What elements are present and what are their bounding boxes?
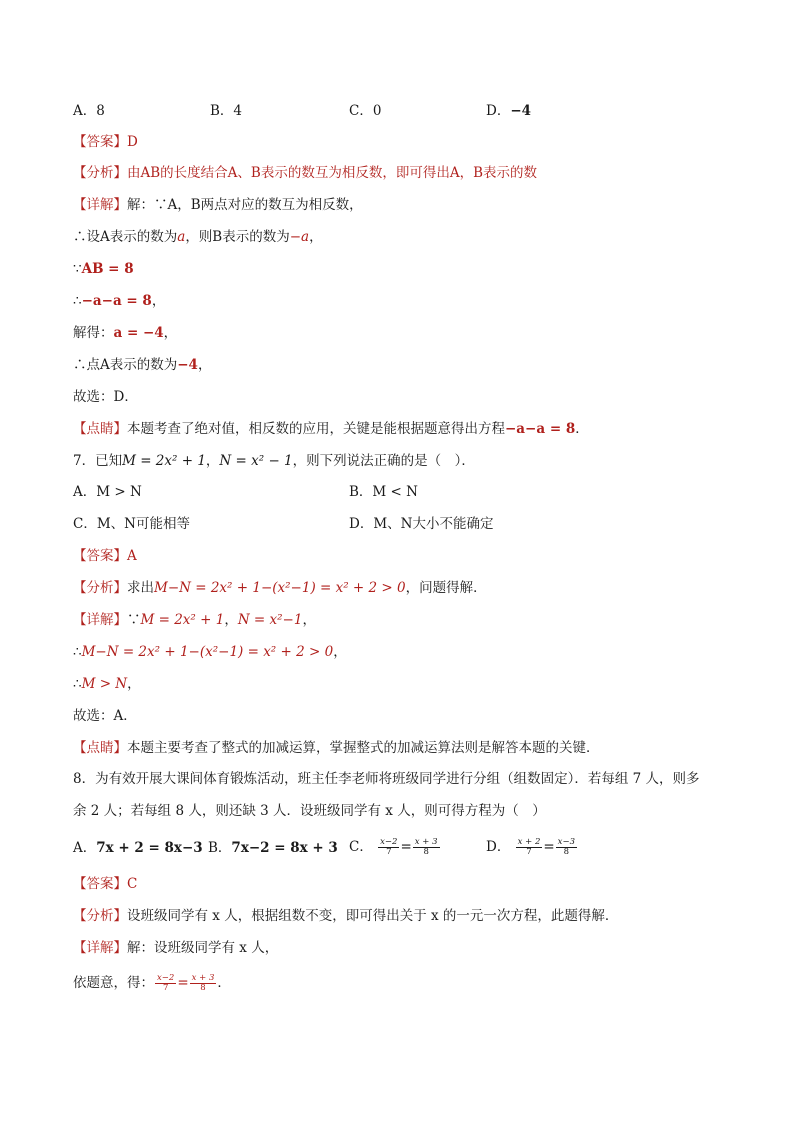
q6-detail-2-math1: a (177, 229, 186, 245)
q8-option-c (349, 832, 441, 862)
q7-detail-1-c: ， (302, 612, 316, 628)
q8-option-c-label: C． (349, 839, 373, 855)
q7-stem-a: 7．已知 (73, 453, 123, 469)
q8-detail-1 (73, 937, 278, 959)
q7-analysis-b: ，问题得解． (405, 580, 487, 596)
q7-analysis-a: 求出 (127, 580, 154, 596)
q6-detail-3-math: AB = 8 (81, 261, 134, 277)
q8-option-b-math: 7x−2 = 8x + 3 (231, 840, 338, 856)
q6-option-a: A．8 (73, 103, 105, 119)
q7-comment-text: 本题主要考查了整式的加减运算，掌握整式的加减运算法则是解答本题的关键． (127, 740, 600, 756)
q8-detail-2-den2: 8 (200, 983, 206, 993)
q8-detail-2-frac1 (155, 974, 176, 993)
q8-answer-tag: 【答案】 (73, 876, 127, 892)
q6-option-c: C．0 (349, 103, 382, 119)
q6-detail-4-b: ， (151, 293, 166, 309)
q6-option-d-value: −4 (510, 103, 532, 119)
q7-detail-2 (73, 641, 347, 663)
q8-option-d-frac1 (516, 838, 543, 857)
q6-detail-2 (73, 226, 323, 248)
q8-detail-2-num2: x + 3 (191, 973, 215, 983)
q6-comment-tag: 【点睛】 (73, 421, 127, 437)
q6-detail-5-math: a = −4 (113, 325, 164, 341)
q6-detail-3 (73, 258, 134, 280)
q8-option-c-den2: 8 (423, 847, 429, 857)
q7-detail-1-a: ∵ (127, 612, 141, 628)
q6-detail-6 (73, 354, 211, 376)
q6-detail-2-b: ，则B表示的数为 (185, 229, 290, 245)
q6-detail-4-math: −a−a = 8 (81, 293, 152, 309)
q6-analysis-tag: 【分析】 (73, 165, 127, 181)
q8-option-c-eq: = (400, 839, 412, 855)
q6-detail-6-a: ∴点A表示的数为 (73, 357, 178, 373)
q7-detail-tag: 【详解】 (73, 612, 127, 628)
q8-analysis (73, 905, 618, 927)
q8-option-d-frac2 (556, 838, 577, 857)
q7-answer-tag: 【答案】 (73, 548, 127, 564)
q7-detail-1-math2: N = x²−1 (237, 612, 303, 628)
q8-detail-2-frac2 (190, 974, 217, 993)
q6-comment-b: ． (575, 421, 589, 437)
q8-answer-value: C (127, 876, 138, 892)
q8-detail-2-eq: = (177, 975, 189, 991)
q7-detail-1-b: ， (224, 612, 238, 628)
q6-answer-tag: 【答案】 (73, 134, 127, 150)
q8-detail-1-text: 解：设班级同学有 x 人， (127, 940, 279, 956)
q8-option-d-den2: 8 (563, 847, 570, 857)
q7-comment-tag: 【点睛】 (73, 740, 127, 756)
q7-stem-b: ， (205, 453, 220, 469)
q7-detail-4: 故选：A． (73, 708, 137, 724)
q7-analysis-tag: 【分析】 (73, 580, 127, 596)
q7-detail-2-a: ∴ (73, 644, 82, 660)
q6-detail-2-math2: −a (289, 229, 310, 245)
q7-stem-c: ，则下列说法正确的是（ ）． (292, 453, 475, 469)
q6-analysis (73, 162, 537, 184)
q6-option-b: B．4 (210, 103, 243, 119)
q7-option-c: C．M、N可能相等 (73, 516, 190, 532)
q7-detail-3 (73, 673, 141, 695)
q7-comment (73, 737, 600, 759)
q7-analysis (73, 577, 487, 599)
q7-stem-math2: N = x² − 1 (219, 453, 293, 469)
q7-option-a: A．M > N (73, 484, 142, 500)
q6-detail-2-c: ， (309, 229, 323, 245)
q7-answer (73, 545, 137, 567)
q8-analysis-text: 设班级同学有 x 人，根据组数不变，即可得出关于 x 的一元一次方程，此题得解． (127, 908, 619, 924)
q8-option-c-frac2 (413, 838, 440, 857)
q6-detail-5 (73, 322, 177, 344)
q7-detail-3-math: M > N (81, 676, 128, 692)
q6-detail-7: 故选：D． (73, 389, 138, 405)
q8-answer (73, 873, 137, 895)
q8-detail-tag: 【详解】 (73, 940, 127, 956)
q6-analysis-text: 由AB的长度结合A、B表示的数互为相反数，即可得出A，B表示的数 (127, 165, 538, 181)
q8-option-d-den1: 7 (526, 847, 532, 857)
q8-option-d-num2: x−3 (557, 837, 575, 847)
q7-option-b: B．M < N (349, 484, 418, 500)
q8-detail-2-a: 依题意，得： (73, 975, 154, 991)
q8-option-a-label: A． (73, 840, 97, 856)
q6-detail-2-a: ∴设A表示的数为 (73, 229, 178, 245)
q8-option-c-num2: x + 3 (414, 837, 438, 847)
q8-detail-2-den1: 7 (162, 983, 169, 993)
q8-option-d-label: D． (486, 839, 511, 855)
q8-option-c-frac1 (378, 838, 399, 857)
q8-option-c-num1: x−2 (380, 837, 398, 847)
q6-option-d-label: D． (486, 103, 511, 119)
q6-detail-4 (73, 290, 165, 312)
q7-detail-1 (73, 609, 316, 631)
q7-detail-2-b: ， (333, 644, 347, 660)
q8-stem-2: 余 2 人；若每组 8 人，则还缺 3 人．设班级同学有 x 人，则可得方程为（ ） (73, 803, 546, 819)
q8-option-a (73, 837, 203, 859)
q7-option-d: D．M、N大小不能确定 (349, 516, 494, 532)
q8-detail-2-num1: x−2 (157, 973, 175, 983)
q6-detail-1 (73, 194, 363, 216)
q7-detail-3-b: ， (127, 676, 141, 692)
q8-option-a-math: 7x + 2 = 8x−3 (96, 840, 203, 856)
q6-detail-5-b: ， (163, 325, 178, 341)
q7-stem-math1: M = 2x² + 1 (122, 453, 206, 469)
q8-detail-2 (73, 968, 231, 998)
q7-detail-3-a: ∴ (73, 676, 82, 692)
q6-answer-value: D (127, 134, 138, 150)
q6-detail-6-math: −4 (177, 357, 198, 373)
q8-option-d-eq: = (543, 839, 555, 855)
q7-detail-2-math: M−N = 2x² + 1−(x²−1) = x² + 2 > 0 (81, 644, 334, 660)
q6-detail-tag: 【详解】 (73, 197, 127, 213)
q8-option-d (486, 832, 578, 862)
q8-stem-1: 8．为有效开展大课间体育锻炼活动，班主任李老师将班级同学进行分组（组数固定）．若每组 7 人，则多 (73, 771, 700, 787)
q6-comment-math: −a−a = 8 (505, 421, 576, 437)
q6-detail-4-a: ∴ (73, 293, 82, 309)
q6-detail-5-a: 解得： (73, 325, 114, 341)
q6-detail-6-b: ， (197, 357, 212, 373)
q8-analysis-tag: 【分析】 (73, 908, 127, 924)
q6-option-d (486, 100, 531, 122)
q6-detail-1-text: 解：∵A，B两点对应的数互为相反数， (127, 197, 363, 213)
q8-option-b-label: B． (208, 840, 232, 856)
q8-option-d-num1: x + 2 (517, 837, 541, 847)
q8-detail-2-b: ． (217, 975, 231, 991)
q7-detail-1-math1: M = 2x² + 1 (140, 612, 225, 628)
q6-detail-3-a: ∵ (73, 261, 82, 277)
q7-stem (73, 450, 475, 472)
q8-option-c-den1: 7 (386, 847, 392, 857)
q7-answer-value: A (127, 548, 137, 564)
q6-comment (73, 418, 589, 440)
q7-analysis-math: M−N = 2x² + 1−(x²−1) = x² + 2 > 0 (154, 580, 406, 596)
q8-option-b (208, 837, 338, 859)
q6-comment-a: 本题考查了绝对值，相反数的应用，关键是能根据题意得出方程 (127, 421, 505, 437)
q6-answer (73, 131, 138, 153)
